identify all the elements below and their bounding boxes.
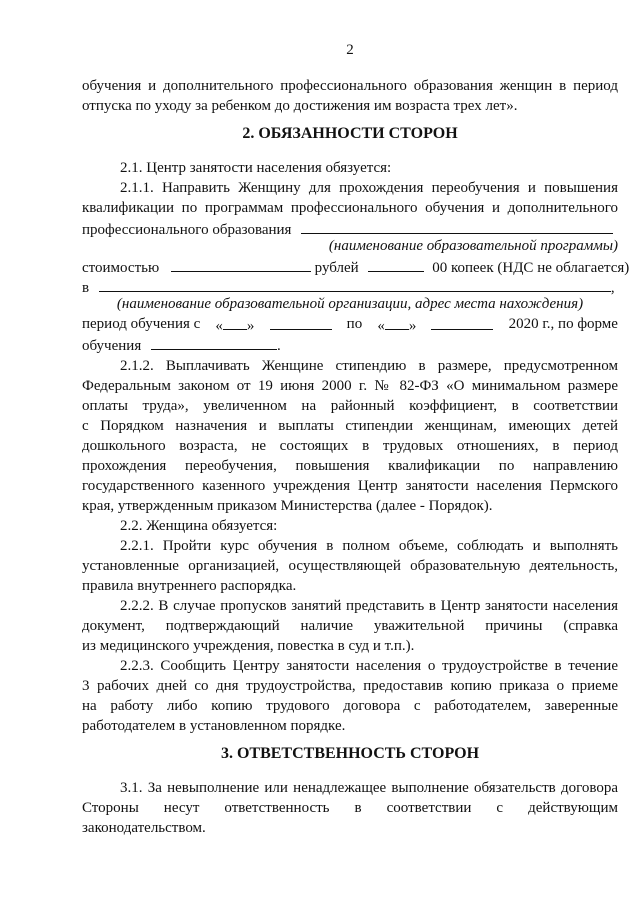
form-field[interactable] [151,334,277,350]
clause-3-1-line: Стороны несут ответственность в соответствии с действующим [82,800,618,816]
clause-2-2-3-line: 3 рабочих дней со дня трудоустройства, предоставив копию приказа о приеме [82,678,618,694]
clause-2-2-2-line: документ, подтверждающий наличие уважительной причины (справка [82,618,618,634]
clause-2-1-2-line: государственного казенного учреждения Центр занятости населения Пермского [82,478,618,494]
program-field-row [82,218,618,238]
period-label: период обучения с [82,316,201,332]
cost-rub-field[interactable] [171,256,311,272]
intro-line-2: отпуска по уходу за ребенком до достижения им возраста трех лет». [82,98,518,114]
cost-label: стоимостью [82,260,160,276]
clause-2-1-2-line: Федеральным законом от 19 июня 2000 г. № 82-ФЗ «О минимальном размере [82,378,618,394]
kop-label: 00 копеек (НДС не облагается) [432,260,630,276]
period-row [82,314,618,334]
org-caption: (наименование образовательной организации, адрес места нахождения) [116,296,584,312]
year-label: 2020 г., по форме [508,316,618,332]
clause-2-1-2-line: дошкольного возраста, не состоящих в трудовых отношениях, в период [82,438,618,454]
form-label: обучения [82,338,142,354]
clause-2-1-2-line: прохождения переобучения, повышения квалификации по направлению [82,458,618,474]
org-field[interactable] [99,276,611,292]
clause-2-2-3-line: 2.2.3. Сообщить Центру занятости населения о трудоустройстве в течение [120,658,618,674]
to-label: по [346,316,363,332]
end-date: « » [377,314,416,334]
clause-2-1-2-line: края, утвержденным приказом Министерства (далее - Порядок). [82,498,493,514]
clause-2-1-2-line: с Порядком назначения и выплаты стипендии женщинам, имеющих детей [82,418,618,434]
clause-2-2-2-line: 2.2.2. В случае пропусков занятий представить в Центр занятости населения [120,598,618,614]
start-date: « » [215,314,254,334]
clause-2-1-1-line: квалификации по программам профессионального обучения и дополнительного [82,200,618,216]
cost-kop-field[interactable] [368,256,424,272]
end-day-field[interactable] [385,314,409,330]
section-3-title: 3. ОТВЕТСТВЕННОСТЬ СТОРОН [220,745,480,762]
clause-2-2-3-line: работодателем в установленном порядке. [82,718,346,734]
program-caption: (наименование образовательной программы) [328,238,618,254]
clause-2-2-3-line: на работу либо копию трудового договора с работодателем, заверенные [82,698,618,714]
intro-line-1: обучения и дополнительного профессионального образования женщин в период [82,78,618,94]
org-row [82,276,618,296]
start-month-field[interactable] [270,314,332,330]
clause-2-1-1-line: 2.1.1. Направить Женщину для прохождения переобучения и повышения [120,180,618,196]
clause-2-2-1-line: установленные организацией, осуществляющей образовательную деятельность, [82,558,618,574]
comma: , [610,280,615,296]
section-2-title: 2. ОБЯЗАННОСТИ СТОРОН [242,125,458,142]
start-day-field[interactable] [223,314,247,330]
clause-2-2: 2.2. Женщина обязуется: [120,518,278,534]
rub-label: рублей [314,260,359,276]
form-row: обучения . [82,334,618,354]
clause-2-2-1-line: правила внутреннего распорядка. [82,578,297,594]
clause-2-1-2-line: оплаты труда», увеличенном на районный коэффициент, в соответствии [82,398,618,414]
in-label: в [82,280,90,296]
cost-row [82,256,630,276]
clause-2-2-2-line: из медицинского учреждения, повестка в суд и т.п.). [82,638,415,654]
clause-3-1-line: законодательством. [82,820,206,836]
edu-label: профессионального образования [82,222,292,238]
clause-2-1: 2.1. Центр занятости населения обязуется: [120,160,392,176]
clause-2-2-1-line: 2.2.1. Пройти курс обучения в полном объеме, соблюдать и выполнять [120,538,618,554]
clause-3-1-line: 3.1. За невыполнение или ненадлежащее выполнение обязательств договора [120,780,618,796]
clause-2-1-2-line: 2.1.2. Выплачивать Женщине стипендию в размере, предусмотренном [120,358,618,374]
page-number: 2 [346,42,354,58]
program-name-field[interactable] [301,218,613,234]
end-month-field[interactable] [431,314,493,330]
